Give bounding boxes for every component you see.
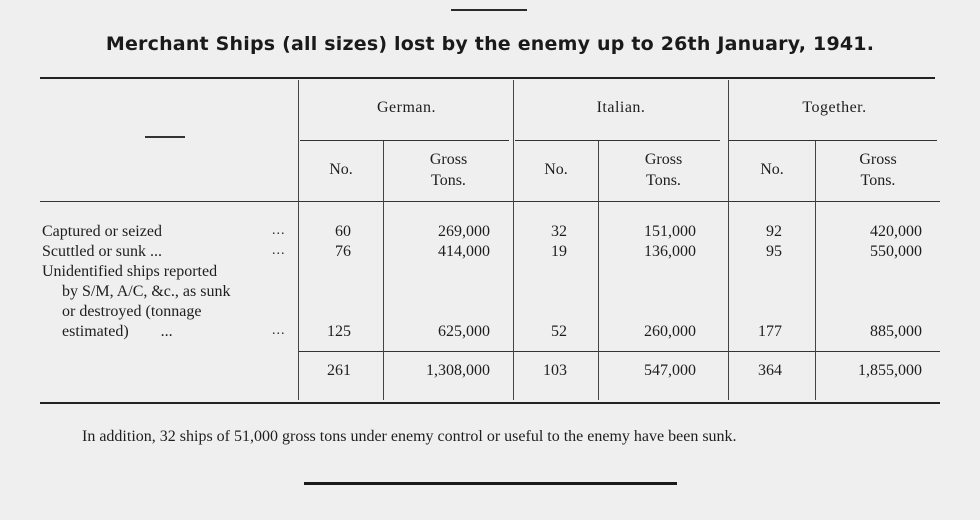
row-label-unidentified-2: by S/M, A/C, &c., as sunk: [62, 283, 231, 300]
cell-captured-italian-tons: 151,000: [644, 223, 696, 240]
row-label-scuttled: Scuttled or sunk ...: [42, 243, 162, 260]
total-german-tons: 1,308,000: [426, 362, 490, 379]
cell-scuttled-together-no: 95: [766, 243, 782, 260]
together-group-rule: [729, 140, 937, 141]
table-top-rule: [40, 77, 935, 79]
cell-unidentified-italian-no: 52: [551, 323, 567, 340]
cell-unidentified-german-no: 125: [327, 323, 351, 340]
footnote: In addition, 32 ships of 51,000 gross tons under enemy control or useful to the enemy have been sunk.: [82, 428, 737, 445]
cell-captured-german-tons: 269,000: [438, 223, 490, 240]
header-bottom-rule: [40, 201, 940, 202]
corner-dash: [145, 136, 185, 138]
total-italian-tons: 547,000: [644, 362, 696, 379]
cell-captured-italian-no: 32: [551, 223, 567, 240]
label-column-divider: [298, 80, 299, 400]
top-rule: [451, 9, 527, 11]
row-label-unidentified-3: or destroyed (tonnage: [62, 303, 202, 320]
row-label-unidentified-1: Unidentified ships reported: [42, 263, 218, 280]
cell-captured-together-no: 92: [766, 223, 782, 240]
german-tons-header: Gross Tons.: [429, 151, 468, 189]
totals-rule: [298, 351, 940, 352]
row-leader-captured: ...: [272, 223, 286, 238]
german-group-rule: [300, 140, 509, 141]
row-leader-scuttled: ...: [272, 243, 286, 258]
row-leader-unidentified: ...: [272, 323, 286, 338]
cell-unidentified-german-tons: 625,000: [438, 323, 490, 340]
total-together-no: 364: [758, 362, 782, 379]
table-title: Merchant Ships (all sizes) lost by the enemy up to 26th January, 1941.: [105, 33, 875, 55]
cell-captured-german-no: 60: [335, 223, 351, 240]
group-german: German.: [376, 99, 437, 116]
cell-scuttled-together-tons: 550,000: [870, 243, 922, 260]
german-no-header: No.: [329, 161, 353, 178]
cell-scuttled-italian-tons: 136,000: [644, 243, 696, 260]
total-together-tons: 1,855,000: [858, 362, 922, 379]
cell-scuttled-italian-no: 19: [551, 243, 567, 260]
total-italian-no: 103: [543, 362, 567, 379]
group-italian: Italian.: [596, 99, 646, 116]
table-bottom-rule: [40, 402, 940, 404]
italian-no-header: No.: [544, 161, 568, 178]
cell-unidentified-together-no: 177: [758, 323, 782, 340]
together-tons-header: Gross Tons.: [859, 151, 897, 189]
row-label-unidentified-4: estimated) ...: [62, 323, 173, 340]
bottom-rule: [304, 482, 677, 485]
german-italian-divider: [513, 80, 514, 400]
cell-scuttled-german-tons: 414,000: [438, 243, 490, 260]
italian-group-rule: [515, 140, 720, 141]
cell-unidentified-italian-tons: 260,000: [644, 323, 696, 340]
together-no-header: No.: [760, 161, 784, 178]
total-german-no: 261: [327, 362, 351, 379]
row-label-captured: Captured or seized: [42, 223, 162, 240]
group-together: Together.: [802, 99, 867, 116]
cell-scuttled-german-no: 76: [335, 243, 351, 260]
cell-unidentified-together-tons: 885,000: [870, 323, 922, 340]
italian-tons-header: Gross Tons.: [644, 151, 683, 189]
italian-together-divider: [728, 80, 729, 400]
cell-captured-together-tons: 420,000: [870, 223, 922, 240]
